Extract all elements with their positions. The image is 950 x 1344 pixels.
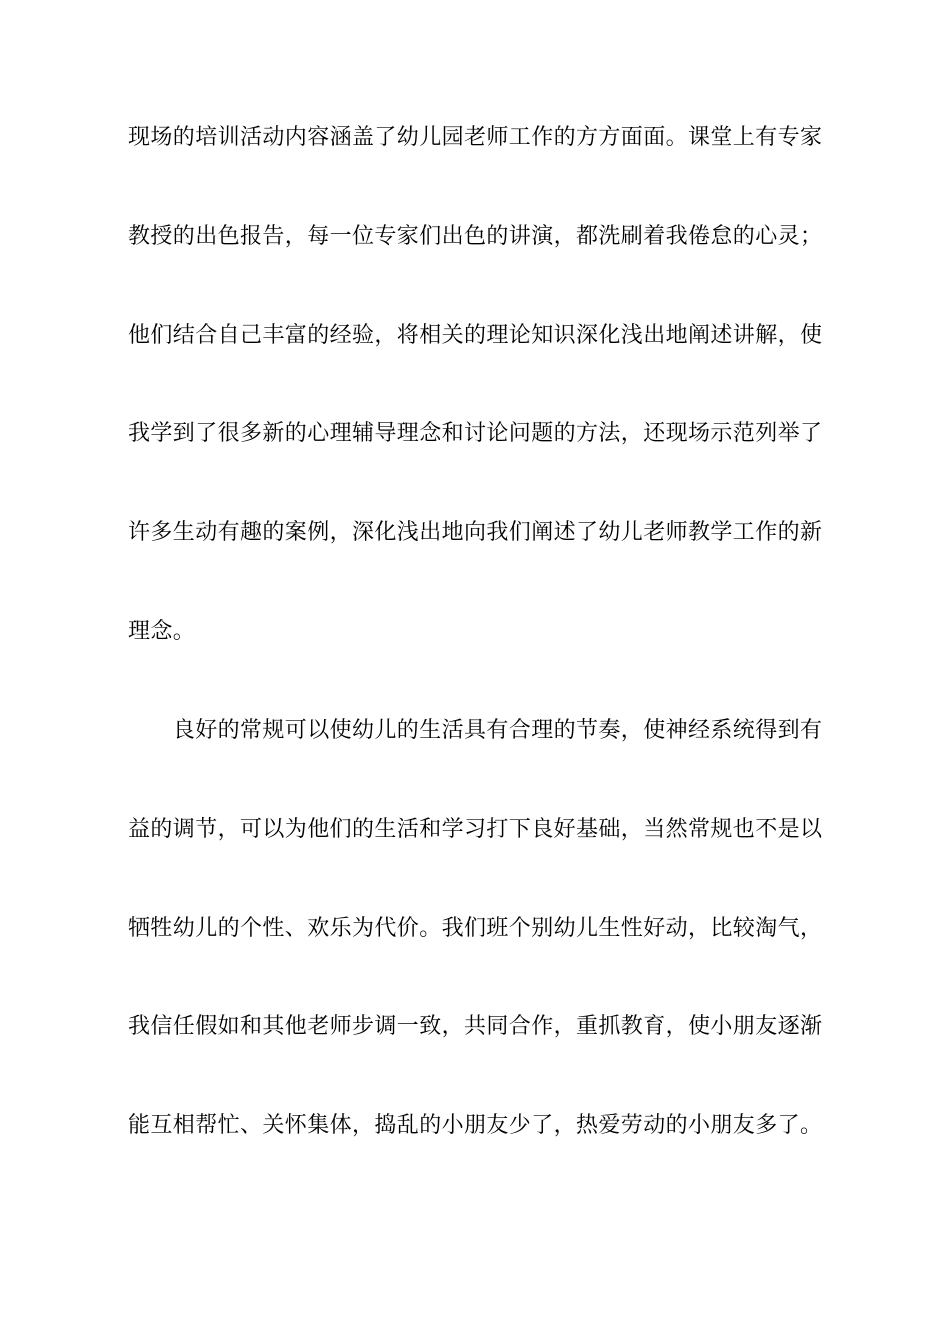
paragraph-2-line-3: 牺牲幼儿的个性、欢乐为代价。我们班个别幼儿生性好动，比较淘气， — [128, 915, 823, 941]
paragraph-2 — [128, 716, 828, 1210]
paragraph-2-line-1: 良好的常规可以使幼儿的生活具有合理的节奏，使神经系统得到有 — [128, 718, 823, 743]
paragraph-2-line-5: 能互相帮忙、关怀集体，捣乱的小朋友少了，热爱劳动的小朋友多了。 — [128, 1113, 823, 1139]
paragraph-1-line-5: 许多生动有趣的案例，深化浅出地向我们阐述了幼儿老师教学工作的新 — [128, 520, 823, 546]
paragraph-1-line-4: 我学到了很多新的心理辅导理念和讨论问题的方法，还现场示范列举了 — [128, 421, 823, 447]
paragraph-1 — [128, 123, 828, 716]
paragraph-2-line-2: 益的调节，可以为他们的生活和学习打下良好基础，当然常规也不是以 — [128, 816, 823, 842]
paragraph-1-line-3: 他们结合自己丰富的经验，将相关的理论知识深化浅出地阐述讲解，使 — [128, 322, 823, 348]
paragraph-1-line-6: 理念。 — [128, 618, 196, 644]
paragraph-2-line-4: 我信任假如和其他老师步调一致，共同合作，重抓教育，使小朋友逐渐 — [128, 1014, 823, 1040]
paragraph-1-line-2: 教授的出色报告，每一位专家们出色的讲演，都洗刷着我倦怠的心灵； — [128, 223, 823, 249]
paragraph-1-line-1: 现场的培训活动内容涵盖了幼儿园老师工作的方方面面。课堂上有专家 — [128, 125, 823, 150]
